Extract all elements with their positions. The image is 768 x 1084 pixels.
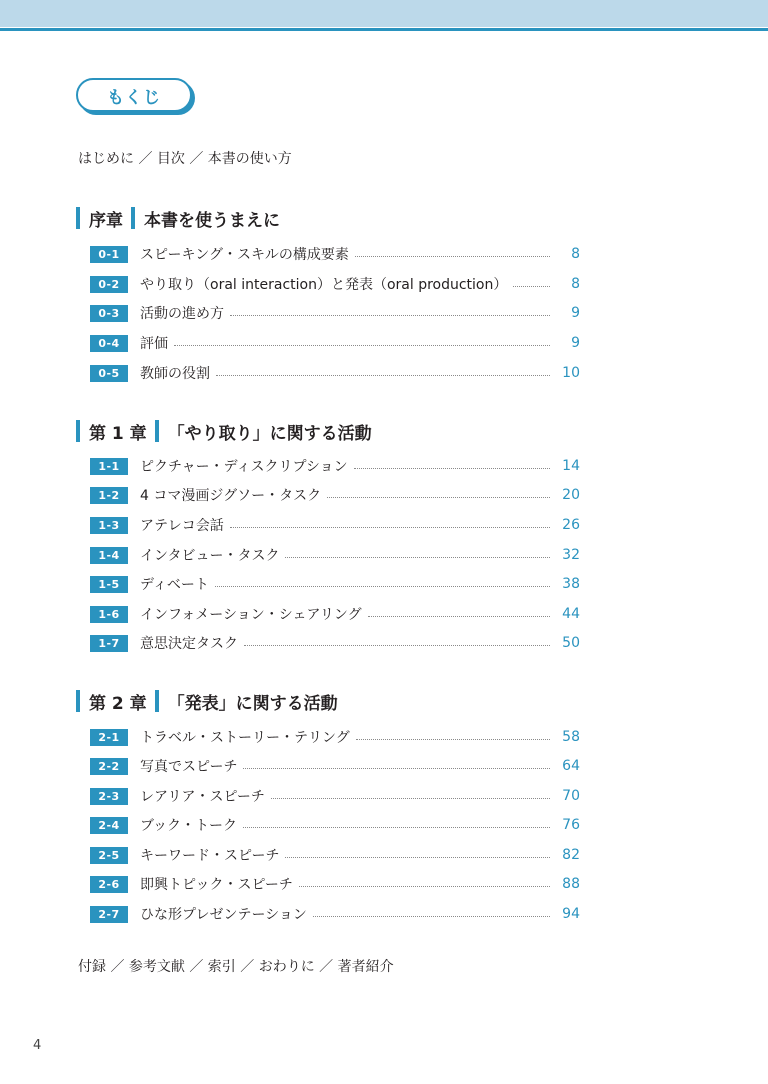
section-number-badge: 1-7 (90, 635, 128, 652)
chapter-heading-2 (76, 689, 338, 713)
toc-entry[interactable] (90, 786, 580, 806)
section-title: レアリア・スピーチ (140, 789, 265, 805)
page-reference: 82 (562, 847, 580, 863)
section-title: 写真でスピーチ (140, 759, 238, 775)
page-reference: 70 (562, 788, 580, 804)
dot-leader (355, 256, 550, 257)
section-title: ブック・トーク (140, 818, 238, 834)
section-title: スピーキング・スキルの構成要素 (140, 247, 349, 263)
toc-entry[interactable] (90, 633, 580, 653)
toc-entry[interactable] (90, 274, 580, 294)
top-rule (0, 28, 768, 31)
section-title: アテレコ会話 (140, 518, 224, 534)
page-reference: 38 (562, 576, 580, 592)
toc-entry[interactable] (90, 845, 580, 865)
toc-entry[interactable] (90, 333, 580, 353)
section-number-badge: 0-4 (90, 335, 128, 352)
section-title: ディベート (140, 577, 209, 593)
toc-entry[interactable] (90, 363, 580, 383)
section-title: トラベル・ストーリー・テリング (140, 730, 350, 746)
page-reference: 26 (562, 517, 580, 533)
page-reference: 32 (562, 547, 580, 563)
page-reference: 14 (562, 458, 580, 474)
top-color-band (0, 0, 768, 27)
dot-leader (174, 345, 550, 346)
section-title: ひな形プレゼンテーション (140, 907, 307, 923)
toc-entry[interactable] (90, 727, 580, 747)
section-number-badge: 2-1 (90, 729, 128, 746)
section-number-badge: 0-5 (90, 365, 128, 382)
section-title: キーワード・スピーチ (140, 848, 280, 864)
section-number-badge: 1-3 (90, 517, 128, 534)
section-title: インタビュー・タスク (140, 548, 280, 564)
dot-leader (271, 798, 550, 799)
dot-leader (230, 527, 550, 528)
chapter-heading-1 (76, 419, 372, 443)
section-title: ピクチャー・ディスクリプション (140, 459, 348, 475)
page-reference: 9 (571, 305, 580, 321)
page-reference: 76 (562, 817, 580, 833)
dot-leader (215, 586, 550, 587)
chapter-heading-prologue (76, 206, 280, 230)
chapter-title: 「やり取り」に関する活動 (167, 423, 372, 444)
page-reference: 10 (562, 365, 580, 381)
toc-entry[interactable] (90, 815, 580, 835)
chapter-divider (155, 420, 159, 442)
dot-leader (285, 857, 550, 858)
dot-leader (356, 739, 550, 740)
dot-leader (285, 557, 550, 558)
back-matter-links: 付録 ／ 参考文献 ／ 索引 ／ おわりに ／ 著者紹介 (78, 959, 394, 975)
front-matter-links: はじめに ／ 目次 ／ 本書の使い方 (78, 151, 292, 167)
dot-leader (327, 497, 550, 498)
dot-leader (216, 375, 550, 376)
dot-leader (354, 468, 550, 469)
page-reference: 9 (571, 335, 580, 351)
section-number-badge: 0-1 (90, 246, 128, 263)
dot-leader (243, 768, 550, 769)
chapter-title: 「発表」に関する活動 (167, 693, 338, 714)
dot-leader (230, 315, 550, 316)
section-title: 4 コマ漫画ジグソー・タスク (140, 488, 322, 504)
chapter-divider (155, 690, 159, 712)
page-reference: 88 (562, 876, 580, 892)
chapter-marker (76, 690, 80, 712)
page-reference: 8 (571, 246, 580, 262)
page-reference: 44 (562, 606, 580, 622)
chapter-marker (76, 420, 80, 442)
dot-leader (368, 616, 550, 617)
toc-entry[interactable] (90, 604, 580, 624)
section-number-badge: 2-6 (90, 876, 128, 893)
toc-entry[interactable] (90, 303, 580, 323)
dot-leader (513, 286, 550, 287)
section-number-badge: 0-2 (90, 276, 128, 293)
toc-entry[interactable] (90, 904, 580, 924)
section-number-badge: 1-2 (90, 487, 128, 504)
page-reference: 20 (562, 487, 580, 503)
toc-entry[interactable] (90, 244, 580, 264)
page-reference: 94 (562, 906, 580, 922)
section-number-badge: 1-4 (90, 547, 128, 564)
page-title: もくじ (76, 78, 192, 112)
section-number-badge: 2-3 (90, 788, 128, 805)
section-number-badge: 1-6 (90, 606, 128, 623)
toc-entry[interactable] (90, 456, 580, 476)
section-number-badge: 1-1 (90, 458, 128, 475)
dot-leader (243, 827, 550, 828)
chapter-label: 第 1 章 (89, 423, 147, 444)
toc-entry[interactable] (90, 485, 580, 505)
dot-leader (299, 886, 550, 887)
section-number-badge: 2-4 (90, 817, 128, 834)
toc-entry[interactable] (90, 756, 580, 776)
section-title: やり取り（oral interaction）と発表（oral production） (140, 277, 508, 293)
toc-entry[interactable] (90, 545, 580, 565)
chapter-divider (131, 207, 135, 229)
toc-entry[interactable] (90, 874, 580, 894)
section-number-badge: 2-5 (90, 847, 128, 864)
chapter-label: 序章 (89, 210, 123, 231)
section-title: 活動の進め方 (140, 306, 224, 322)
page-reference: 58 (562, 729, 580, 745)
section-title: 教師の役割 (140, 366, 210, 382)
page-reference: 50 (562, 635, 580, 651)
section-number-badge: 1-5 (90, 576, 128, 593)
section-title: 評価 (140, 336, 168, 352)
dot-leader (244, 645, 550, 646)
section-number-badge: 0-3 (90, 305, 128, 322)
chapter-title: 本書を使うまえに (144, 210, 280, 231)
page-reference: 64 (562, 758, 580, 774)
page-number: 4 (33, 1038, 42, 1053)
section-title: 即興トピック・スピーチ (140, 877, 293, 893)
section-title: 意思決定タスク (140, 636, 238, 652)
page-reference: 8 (571, 276, 580, 292)
chapter-marker (76, 207, 80, 229)
toc-entry[interactable] (90, 515, 580, 535)
section-number-badge: 2-7 (90, 906, 128, 923)
section-number-badge: 2-2 (90, 758, 128, 775)
section-title: インフォメーション・シェアリング (140, 607, 362, 623)
chapter-label: 第 2 章 (89, 693, 147, 714)
toc-entry[interactable] (90, 574, 580, 594)
dot-leader (313, 916, 550, 917)
